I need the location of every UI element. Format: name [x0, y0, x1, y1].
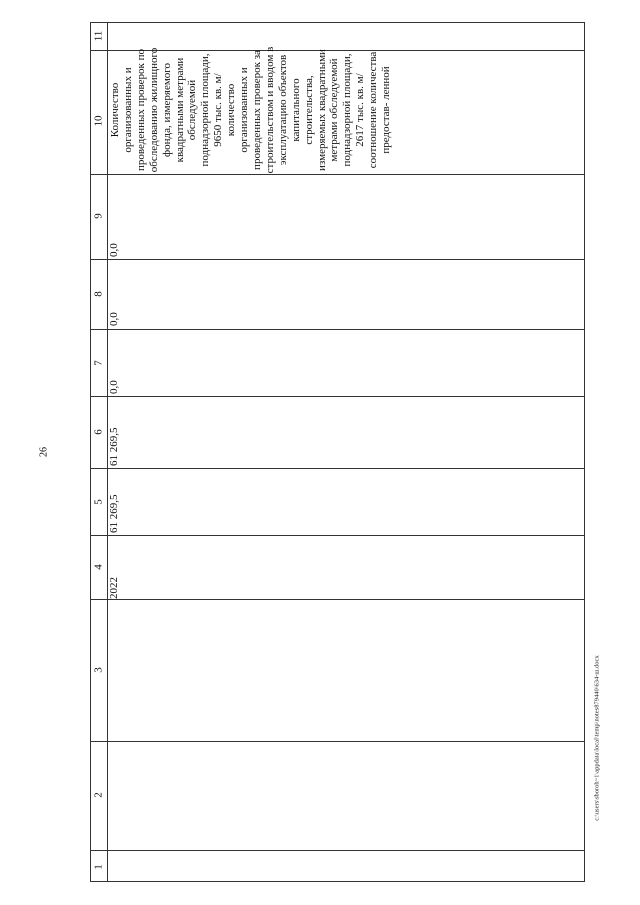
column-divider: [91, 599, 584, 600]
cell-value-5: 61 269,5: [108, 494, 120, 533]
column-divider: [91, 259, 584, 260]
column-divider: [91, 174, 584, 175]
cell-indicator-text: Количество организованных и проведенных проверок по обследованию жилищного фонда, измеряемого квадратными метрами обследуемой поднадзорной площади, 9650 тыс. кв. м/ количество организованных и проведенных проверок за строительством и вводом в эксплуатацию объектов капитального строительства, измеряемых квадратными метрами обследуемой поднадзорной площади, 2617 тыс. кв. м/ соотношение количества предостав- ленной: [109, 46, 393, 174]
cell-value-6: 61 269,5: [108, 427, 120, 466]
cell-year: 2022: [108, 577, 120, 599]
column-number-2: 2: [92, 792, 105, 798]
column-number-3: 3: [92, 667, 105, 673]
column-divider: [91, 535, 584, 536]
column-number-6: 6: [92, 429, 105, 435]
column-number-4: 4: [92, 564, 105, 570]
cell-value-8: 0,0: [108, 312, 120, 326]
cell-value-7: 0,0: [108, 380, 120, 394]
column-number-5: 5: [92, 499, 105, 505]
column-number-1: 1: [92, 864, 105, 870]
page-number: 26: [38, 447, 50, 457]
column-divider: [91, 396, 584, 397]
column-number-8: 8: [92, 291, 105, 297]
column-number-11: 11: [92, 30, 105, 42]
column-number-10: 10: [92, 115, 105, 127]
data-table: [90, 22, 585, 882]
file-path: c:\users\sboroh~1\appdata\local\temp\notes879440\634-ш.docx: [593, 655, 601, 821]
cell-value-9: 0,0: [108, 243, 120, 257]
column-number-9: 9: [92, 213, 105, 219]
column-divider: [91, 468, 584, 469]
column-number-7: 7: [92, 360, 105, 366]
column-divider: [91, 741, 584, 742]
column-divider: [91, 329, 584, 330]
column-divider: [91, 850, 584, 851]
